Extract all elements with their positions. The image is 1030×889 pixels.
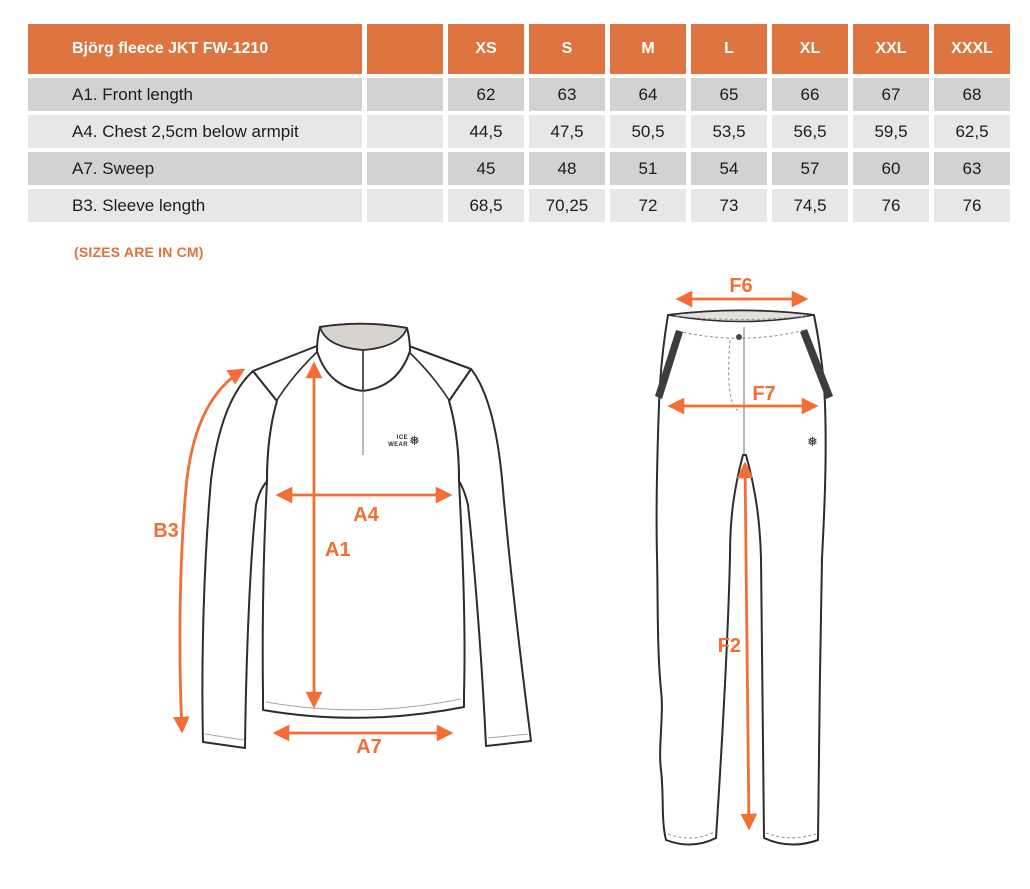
snowflake-icon: ❅ — [807, 435, 818, 450]
value-cell: 68,5 — [448, 189, 524, 222]
jacket-body — [253, 346, 471, 718]
size-header-xxxl: XXXL — [934, 24, 1010, 74]
value-cell: 68 — [934, 78, 1010, 111]
value-cell: 76 — [934, 189, 1010, 222]
value-cell: 50,5 — [610, 115, 686, 148]
row-label-sleeve-length: B3. Sleeve length — [28, 189, 362, 222]
value-cell: 73 — [691, 189, 767, 222]
pants-silhouette — [657, 311, 826, 845]
value-cell: 66 — [772, 78, 848, 111]
value-cell: 74,5 — [772, 189, 848, 222]
row-label-chest: A4. Chest 2,5cm below armpit — [28, 115, 362, 148]
value-cell: 63 — [529, 78, 605, 111]
value-cell: 65 — [691, 78, 767, 111]
label-f2: F2 — [717, 635, 741, 657]
pants-diagram — [655, 275, 833, 845]
label-b3: B3 — [153, 520, 179, 542]
value-cell: 48 — [529, 152, 605, 185]
value-cell: 60 — [853, 152, 929, 185]
value-cell: 47,5 — [529, 115, 605, 148]
label-a1: A1 — [325, 539, 351, 561]
value-cell: 62,5 — [934, 115, 1010, 148]
label-f6: F6 — [729, 275, 753, 297]
value-cell: 57 — [772, 152, 848, 185]
value-cell: 53,5 — [691, 115, 767, 148]
value-cell: 64 — [610, 78, 686, 111]
snowflake-icon: ❅ — [409, 434, 420, 449]
value-cell: 45 — [448, 152, 524, 185]
row-label-sweep: A7. Sweep — [28, 152, 362, 185]
value-cell: 62 — [448, 78, 524, 111]
size-header-l: L — [691, 24, 767, 74]
table-title-cell: Björg fleece JKT FW-1210 — [28, 24, 362, 74]
value-cell: 56,5 — [772, 115, 848, 148]
brand-logo-line2: WEAR — [388, 442, 408, 448]
size-header-m: M — [610, 24, 686, 74]
arrow-f2-inseam — [745, 464, 749, 828]
size-header-xxl: XXL — [853, 24, 929, 74]
label-a7: A7 — [356, 736, 382, 758]
value-cell: 67 — [853, 78, 929, 111]
value-cell: 59,5 — [853, 115, 929, 148]
value-cell: 51 — [610, 152, 686, 185]
value-cell: 72 — [610, 189, 686, 222]
value-cell: 76 — [853, 189, 929, 222]
units-note: (SIZES ARE IN CM) — [74, 244, 204, 260]
value-cell: 63 — [934, 152, 1010, 185]
row-label-front-length: A1. Front length — [28, 78, 362, 111]
brand-logo-line1: ICE — [396, 435, 408, 441]
value-cell: 70,25 — [529, 189, 605, 222]
pants-button — [736, 334, 742, 340]
value-cell: 54 — [691, 152, 767, 185]
jacket-diagram — [153, 324, 531, 758]
size-header-s: S — [529, 24, 605, 74]
value-cell: 44,5 — [448, 115, 524, 148]
label-f7: F7 — [752, 383, 776, 405]
size-header-xs: XS — [448, 24, 524, 74]
size-header-xl: XL — [772, 24, 848, 74]
label-a4: A4 — [353, 504, 379, 526]
